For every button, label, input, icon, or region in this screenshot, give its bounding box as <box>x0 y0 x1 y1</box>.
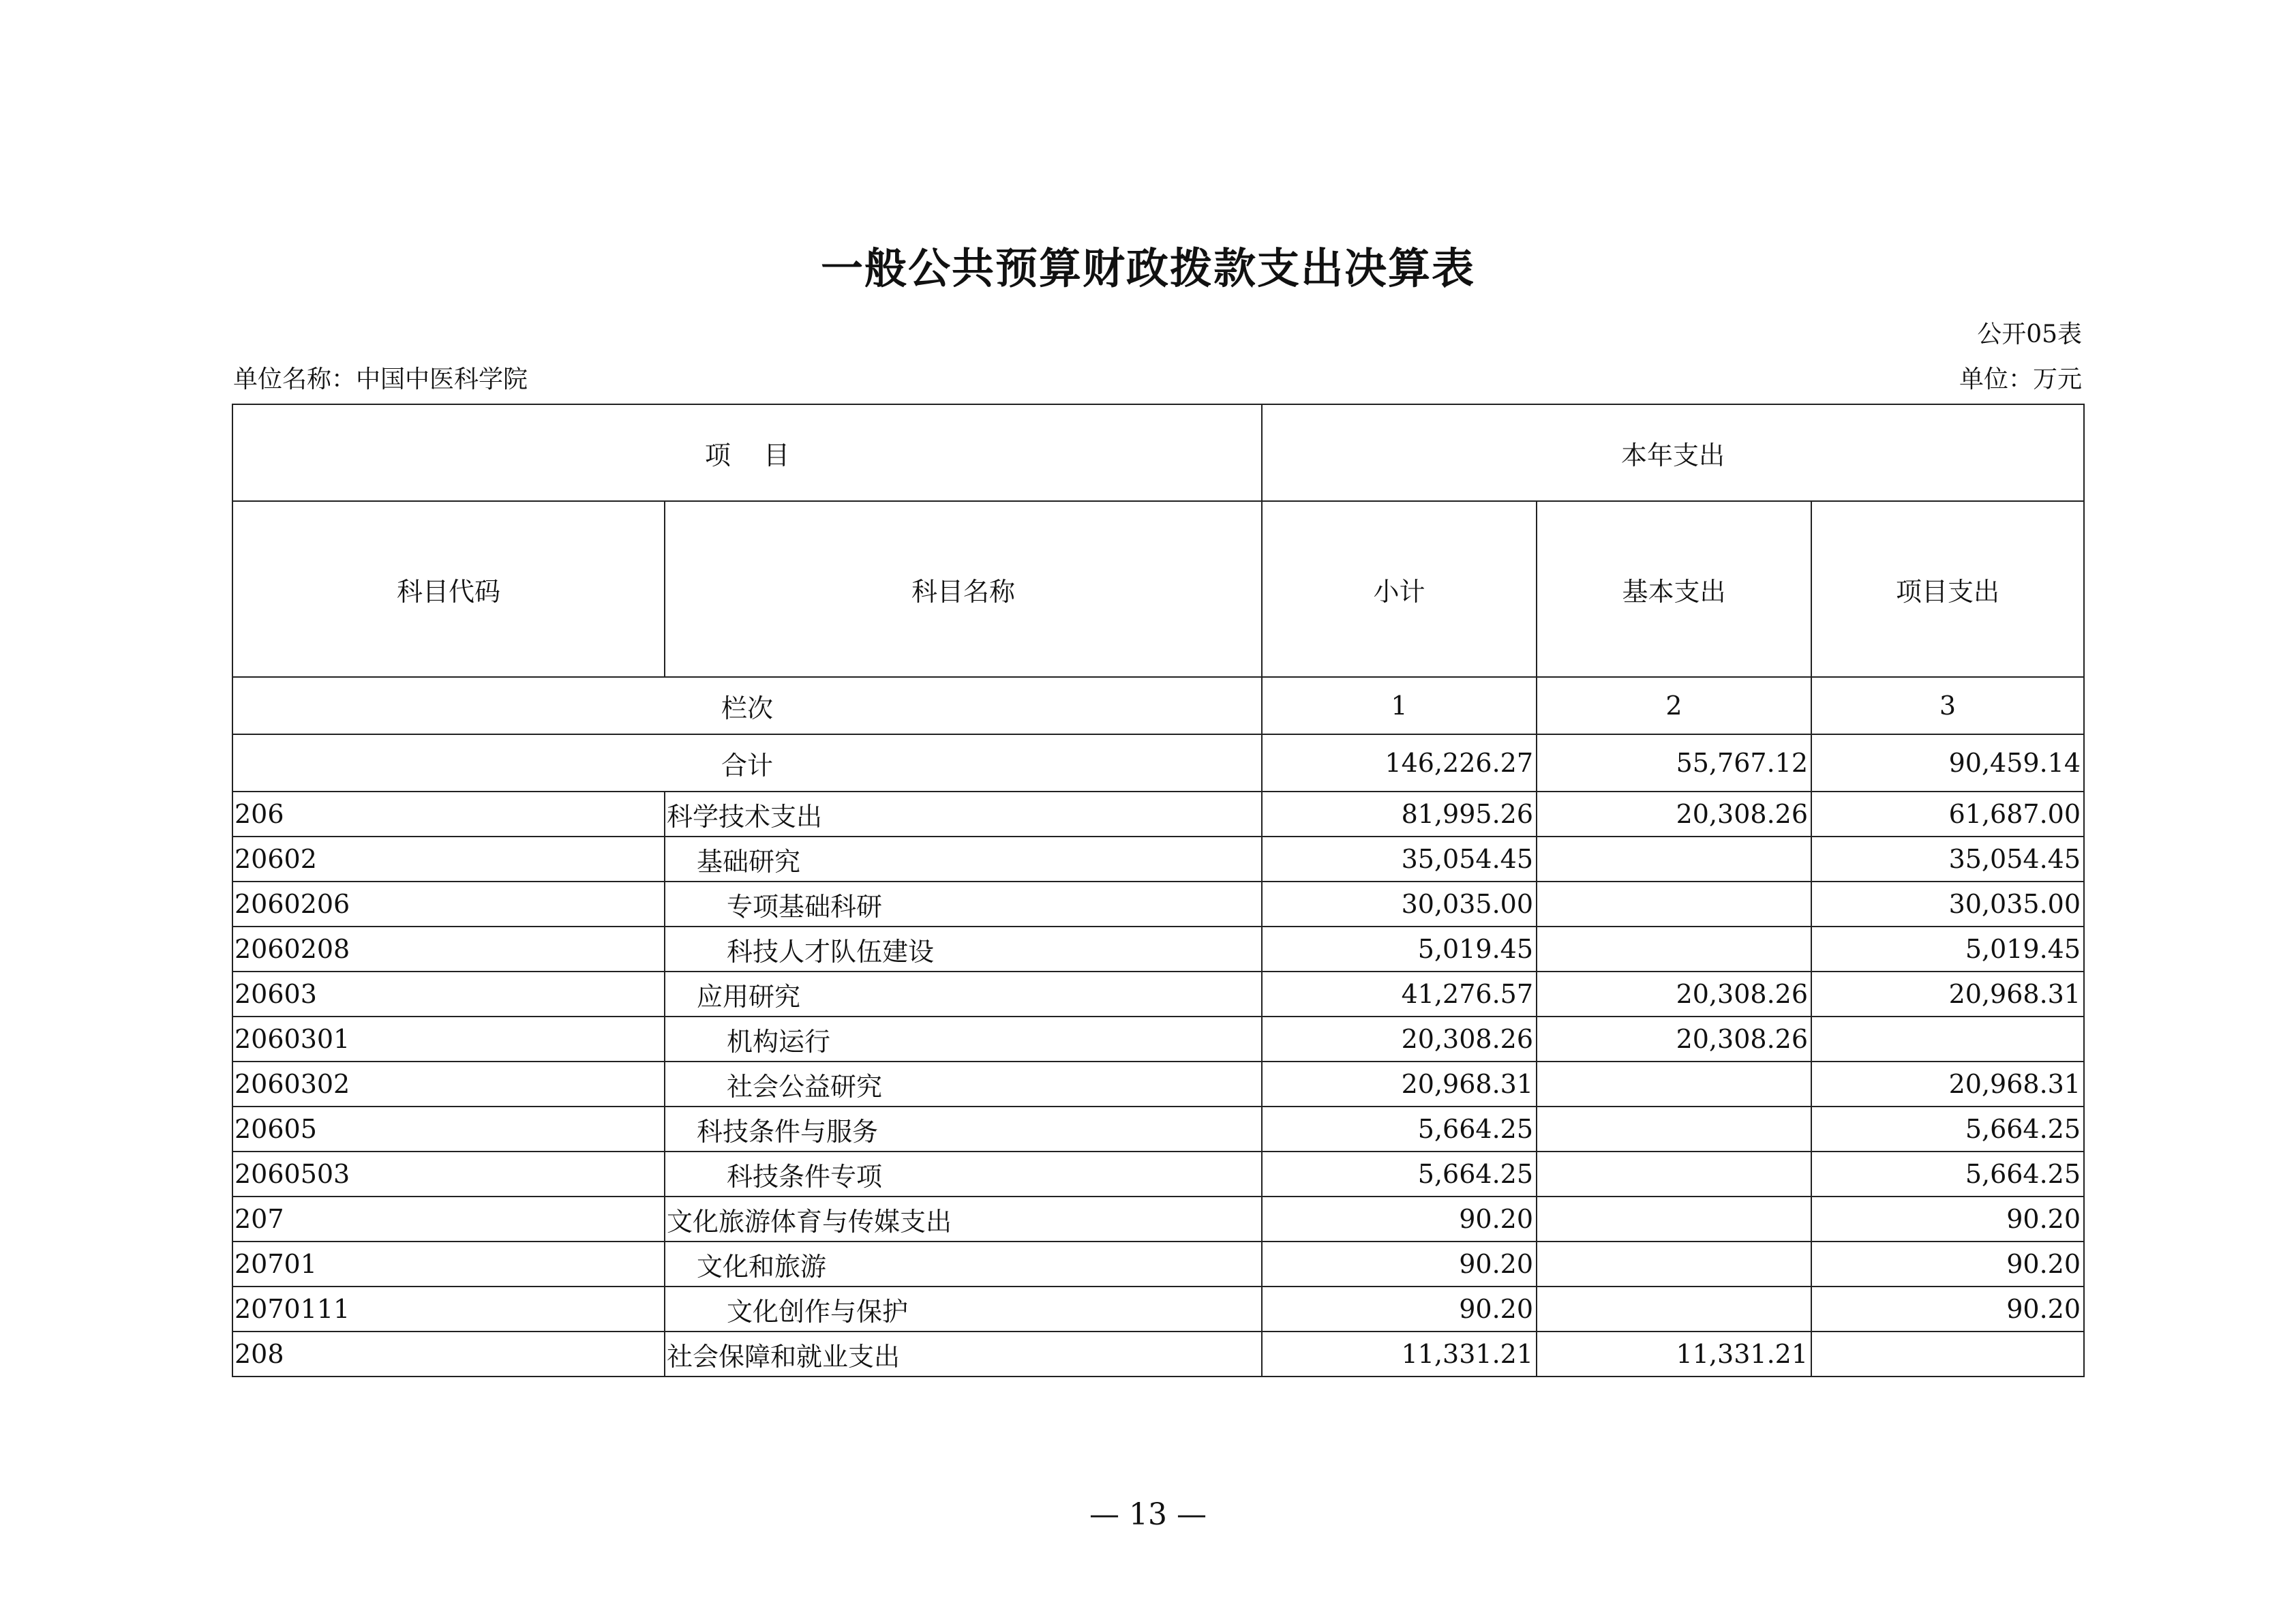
row-project: 90.20 <box>1811 1242 2084 1287</box>
form-number: 公开05表 <box>1977 320 2082 348</box>
row-name: 社会公益研究 <box>665 1062 1262 1107</box>
table-row <box>232 1152 2084 1197</box>
table-row <box>232 1332 2084 1377</box>
row-subtotal: 35,054.45 <box>1262 837 1537 882</box>
row-code: 2070111 <box>232 1287 665 1332</box>
header-year-expense: 本年支出 <box>1262 404 2084 501</box>
column-number-3: 3 <box>1811 677 2084 734</box>
currency-unit: 单位：万元 <box>1959 365 2082 393</box>
total-basic: 55,767.12 <box>1537 734 1811 792</box>
row-project: 61,687.00 <box>1811 792 2084 837</box>
table-row <box>232 1017 2084 1062</box>
row-name: 科技条件专项 <box>665 1152 1262 1197</box>
row-name: 社会保障和就业支出 <box>665 1332 1262 1377</box>
row-project: 35,054.45 <box>1811 837 2084 882</box>
row-subtotal: 41,276.57 <box>1262 972 1537 1017</box>
row-basic <box>1537 882 1811 927</box>
header-name: 科目名称 <box>665 501 1262 677</box>
total-label: 合计 <box>232 734 1262 792</box>
row-basic <box>1537 1287 1811 1332</box>
column-number-row <box>232 677 2084 734</box>
row-project: 5,019.45 <box>1811 927 2084 972</box>
row-code: 20605 <box>232 1107 665 1152</box>
row-subtotal: 30,035.00 <box>1262 882 1537 927</box>
row-basic <box>1537 927 1811 972</box>
header-row-1 <box>232 404 2084 501</box>
row-subtotal: 20,968.31 <box>1262 1062 1537 1107</box>
row-basic <box>1537 837 1811 882</box>
row-subtotal: 90.20 <box>1262 1242 1537 1287</box>
row-basic <box>1537 1062 1811 1107</box>
row-project <box>1811 1332 2084 1377</box>
row-name: 机构运行 <box>665 1017 1262 1062</box>
column-number-1: 1 <box>1262 677 1537 734</box>
row-subtotal: 20,308.26 <box>1262 1017 1537 1062</box>
row-basic: 20,308.26 <box>1537 1017 1811 1062</box>
table-row <box>232 792 2084 837</box>
unit-name: 单位名称：中国中医科学院 <box>233 365 528 393</box>
row-basic <box>1537 1197 1811 1242</box>
header-item: 项 目 <box>232 404 1262 501</box>
row-project <box>1811 1017 2084 1062</box>
table-row <box>232 882 2084 927</box>
row-name: 科学技术支出 <box>665 792 1262 837</box>
row-name: 科技人才队伍建设 <box>665 927 1262 972</box>
row-code: 208 <box>232 1332 665 1377</box>
table-row <box>232 927 2084 972</box>
row-basic: 20,308.26 <box>1537 972 1811 1017</box>
row-name: 文化创作与保护 <box>665 1287 1262 1332</box>
row-code: 2060208 <box>232 927 665 972</box>
row-project: 90.20 <box>1811 1197 2084 1242</box>
total-row <box>232 734 2084 792</box>
row-project: 5,664.25 <box>1811 1152 2084 1197</box>
table-row <box>232 1062 2084 1107</box>
row-code: 2060302 <box>232 1062 665 1107</box>
total-project: 90,459.14 <box>1811 734 2084 792</box>
row-subtotal: 81,995.26 <box>1262 792 1537 837</box>
column-number-label: 栏次 <box>232 677 1262 734</box>
row-basic <box>1537 1152 1811 1197</box>
row-project: 20,968.31 <box>1811 1062 2084 1107</box>
row-subtotal: 5,664.25 <box>1262 1152 1537 1197</box>
table-row <box>232 837 2084 882</box>
expense-table <box>232 404 2085 1377</box>
row-project: 30,035.00 <box>1811 882 2084 927</box>
row-code: 206 <box>232 792 665 837</box>
page-number: — 13 — <box>1089 1497 1207 1532</box>
row-project: 20,968.31 <box>1811 972 2084 1017</box>
row-subtotal: 90.20 <box>1262 1197 1537 1242</box>
row-project: 5,664.25 <box>1811 1107 2084 1152</box>
row-basic: 11,331.21 <box>1537 1332 1811 1377</box>
row-code: 2060301 <box>232 1017 665 1062</box>
row-subtotal: 11,331.21 <box>1262 1332 1537 1377</box>
header-code: 科目代码 <box>232 501 665 677</box>
table-row <box>232 1242 2084 1287</box>
row-code: 207 <box>232 1197 665 1242</box>
table-row <box>232 972 2084 1017</box>
row-name: 科技条件与服务 <box>665 1107 1262 1152</box>
row-name: 应用研究 <box>665 972 1262 1017</box>
row-subtotal: 5,664.25 <box>1262 1107 1537 1152</box>
page-title: 一般公共预算财政拨款支出决算表 <box>820 243 1475 293</box>
row-basic: 20,308.26 <box>1537 792 1811 837</box>
row-subtotal: 5,019.45 <box>1262 927 1537 972</box>
header-project: 项目支出 <box>1811 501 2084 677</box>
table-row <box>232 1287 2084 1332</box>
row-project: 90.20 <box>1811 1287 2084 1332</box>
column-number-2: 2 <box>1537 677 1811 734</box>
row-basic <box>1537 1107 1811 1152</box>
row-code: 20603 <box>232 972 665 1017</box>
total-subtotal: 146,226.27 <box>1262 734 1537 792</box>
row-code: 2060206 <box>232 882 665 927</box>
header-row-2 <box>232 501 2084 677</box>
row-name: 专项基础科研 <box>665 882 1262 927</box>
table-row <box>232 1197 2084 1242</box>
row-subtotal: 90.20 <box>1262 1287 1537 1332</box>
row-name: 文化旅游体育与传媒支出 <box>665 1197 1262 1242</box>
row-code: 20701 <box>232 1242 665 1287</box>
table-row <box>232 1107 2084 1152</box>
header-basic: 基本支出 <box>1537 501 1811 677</box>
header-subtotal: 小计 <box>1262 501 1537 677</box>
row-code: 20602 <box>232 837 665 882</box>
row-name: 文化和旅游 <box>665 1242 1262 1287</box>
row-basic <box>1537 1242 1811 1287</box>
row-name: 基础研究 <box>665 837 1262 882</box>
row-code: 2060503 <box>232 1152 665 1197</box>
